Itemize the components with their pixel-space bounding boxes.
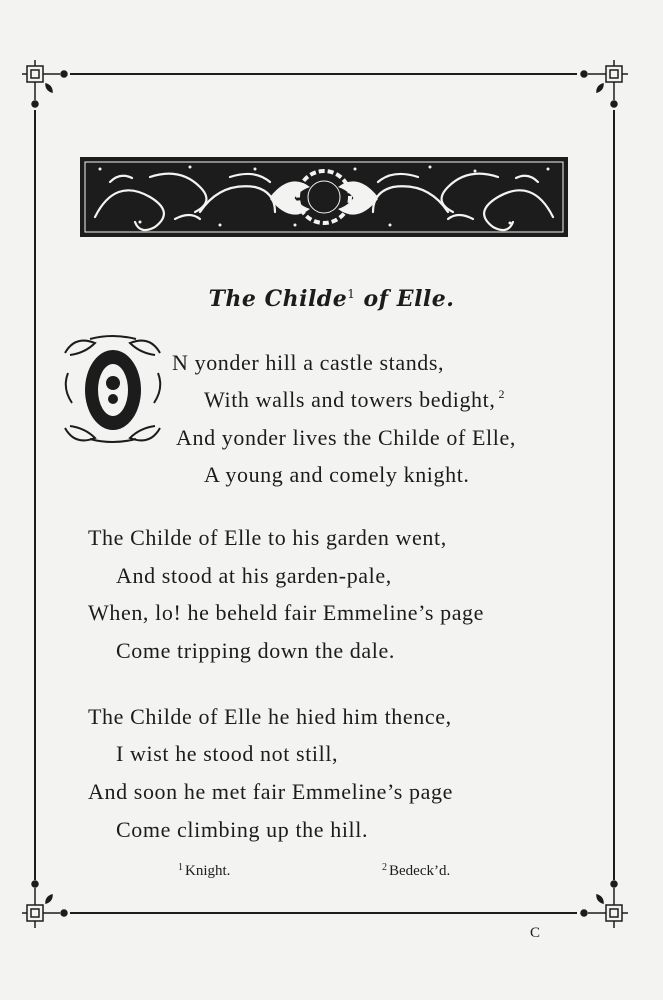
dropcap-letter: O bbox=[112, 403, 114, 404]
stanza2-line3: When, lo! he beheld fair Emmeline’s page bbox=[88, 600, 485, 625]
stanza1-line2 bbox=[204, 387, 505, 413]
stanza3-line4: Come climbing up the hill. bbox=[116, 817, 369, 842]
footnote-1-ref: 1 bbox=[178, 862, 183, 873]
poem-title-rest: of Elle. bbox=[363, 286, 455, 312]
signature-mark: C bbox=[530, 925, 541, 941]
title-footnote-ref: 1 bbox=[347, 287, 356, 301]
stanza2-line1: The Childe of Elle to his garden went, bbox=[88, 525, 447, 550]
corner-ornament-top-right bbox=[581, 60, 628, 107]
stanza3-line2: I wist he stood not still, bbox=[116, 741, 339, 766]
stanza3-line3: And soon he met fair Emmeline’s page bbox=[88, 779, 453, 804]
ornamental-headpiece-banner bbox=[80, 157, 568, 237]
decorated-initial-o bbox=[60, 333, 166, 445]
stanza2-line4: Come tripping down the dale. bbox=[116, 638, 395, 663]
stanza3-line1: The Childe of Elle he hied him thence, bbox=[88, 704, 452, 729]
footnote-1 bbox=[178, 862, 230, 880]
stanza1-line3: And yonder lives the Childe of Elle, bbox=[176, 425, 516, 450]
corner-ornament-bottom-right bbox=[581, 881, 628, 928]
footnote-2-text: Bedeck’d. bbox=[389, 863, 451, 879]
stanza1-line1: N yonder hill a castle stands, bbox=[172, 350, 445, 375]
stanza1-line4: A young and comely knight. bbox=[204, 462, 470, 487]
footnote-1-text: Knight. bbox=[185, 863, 231, 879]
corner-ornament-top-left bbox=[22, 60, 67, 107]
stanza2-line2: And stood at his garden-pale, bbox=[116, 563, 392, 588]
footnote-2-ref: 2 bbox=[382, 862, 387, 873]
poem-title bbox=[0, 286, 663, 312]
poem-title-main: The Childe bbox=[208, 286, 348, 312]
corner-ornament-bottom-left bbox=[22, 881, 67, 928]
stanza1-line2-footnote-ref: 2 bbox=[498, 387, 506, 401]
stanza1-line2-text: With walls and towers bedight, bbox=[204, 387, 496, 412]
footnote-2 bbox=[382, 862, 450, 880]
